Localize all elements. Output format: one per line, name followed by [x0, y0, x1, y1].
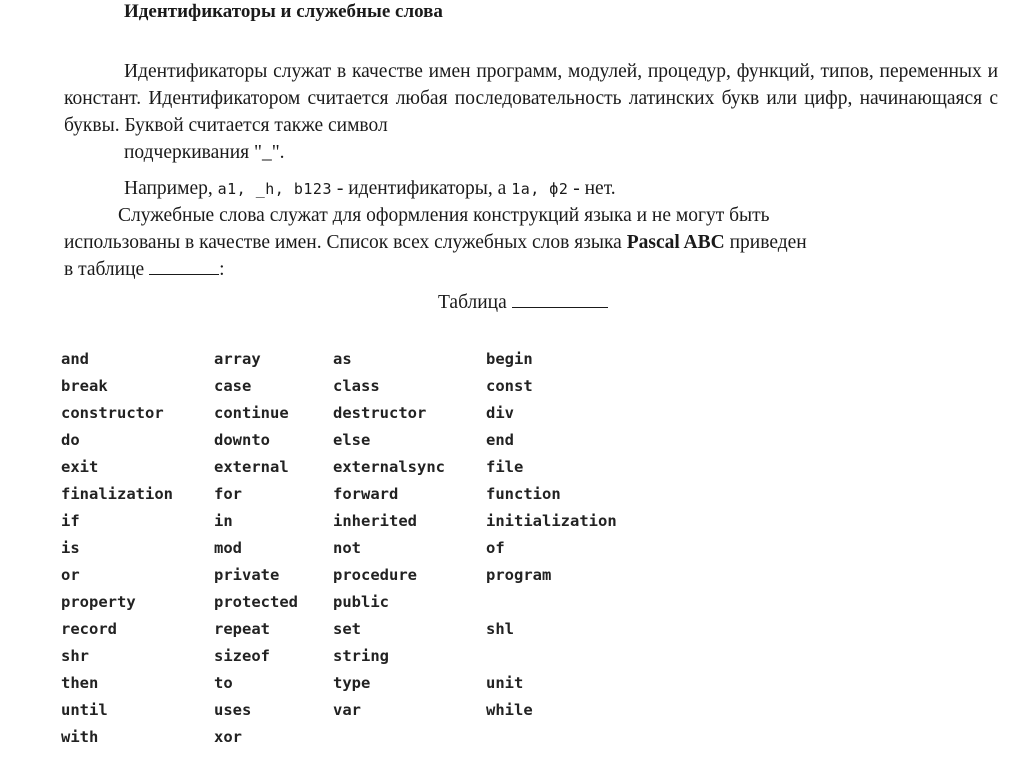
keyword-cell: shl [486, 619, 514, 638]
example-line [124, 175, 616, 203]
table-row [61, 453, 666, 480]
table-row [61, 507, 666, 534]
keyword-cell: case [214, 376, 252, 395]
keyword-cell: forward [333, 484, 399, 503]
paragraph-keywords-line-2-text: использованы в качестве имен. Список всех служебных слов языка [64, 232, 622, 253]
keyword-cell: is [61, 538, 80, 557]
keyword-cell: div [486, 403, 514, 422]
keyword-cell: constructor [61, 403, 164, 422]
table-row [61, 480, 666, 507]
keyword-cell: class [333, 376, 380, 395]
keyword-cell: var [333, 700, 361, 719]
keyword-cell: externalsync [333, 457, 445, 476]
keyword-cell: as [333, 349, 352, 368]
keyword-cell: do [61, 430, 80, 449]
keyword-cell: finalization [61, 484, 173, 503]
keyword-cell: initialization [486, 511, 617, 530]
paragraph-identifiers-last-line: подчеркивания "_". [124, 142, 285, 163]
keyword-cell: const [486, 376, 533, 395]
keyword-cell: procedure [333, 565, 417, 584]
keyword-cell: external [214, 457, 289, 476]
keyword-cell: and [61, 349, 89, 368]
keyword-cell: property [61, 592, 136, 611]
keyword-cell: unit [486, 673, 524, 692]
paragraph-keywords-colon: : [219, 259, 225, 280]
paragraph-keywords-line-1: Служебные слова служат для оформления конструкций языка и не могут быть [118, 205, 770, 226]
example-middle: - идентификаторы, а [336, 178, 507, 199]
table-row [61, 399, 666, 426]
table-row [61, 723, 666, 750]
paragraph-identifiers-text: Идентификаторы служат в качестве имен программ, модулей, процедур, функций, типов, переменных и констант. Идентификатором считается любая последовательность латинских букв или цифр, начинающаяся с буквы. Буквой считается также символ [64, 61, 998, 136]
example-invalid-identifiers: 1a, ф2 [511, 180, 569, 198]
section-heading: Идентификаторы и служебные слова [124, 1, 443, 22]
table-row [61, 426, 666, 453]
table-row [61, 372, 666, 399]
keyword-cell [486, 723, 666, 750]
table-row [61, 345, 666, 372]
paragraph-keywords-line-3 [64, 256, 984, 283]
table-row [61, 642, 666, 669]
keyword-cell: uses [214, 700, 252, 719]
keyword-cell: of [486, 538, 505, 557]
paragraph-keywords-line-2-end: приведен [729, 232, 807, 253]
keyword-cell: exit [61, 457, 99, 476]
paragraph-keywords [64, 202, 984, 283]
keyword-cell: until [61, 700, 108, 719]
table-row [61, 534, 666, 561]
table-caption [438, 289, 608, 316]
keyword-cell: protected [214, 592, 298, 611]
paragraph-keywords-line-3-text: в таблице [64, 259, 145, 280]
keyword-cell [486, 588, 666, 615]
keyword-cell: to [214, 673, 233, 692]
keyword-cell: array [214, 349, 261, 368]
keyword-cell [333, 723, 486, 750]
keyword-cell: end [486, 430, 514, 449]
table-row [61, 669, 666, 696]
keyword-cell: not [333, 538, 361, 557]
keyword-cell: for [214, 484, 242, 503]
keyword-cell: then [61, 673, 99, 692]
keyword-cell: repeat [214, 619, 270, 638]
keyword-cell: continue [214, 403, 289, 422]
keyword-cell: private [214, 565, 280, 584]
keyword-cell: downto [214, 430, 270, 449]
keyword-cell: program [486, 565, 552, 584]
table-row [61, 561, 666, 588]
table-caption-blank [512, 289, 608, 308]
keyword-cell: record [61, 619, 117, 638]
keyword-cell: or [61, 565, 80, 584]
keyword-cell: type [333, 673, 371, 692]
keyword-cell: if [61, 511, 80, 530]
table-number-blank [149, 256, 219, 275]
keyword-cell: file [486, 457, 524, 476]
keywords-table-body [61, 345, 666, 750]
keyword-cell: inherited [333, 511, 417, 530]
keyword-cell: sizeof [214, 646, 270, 665]
table-row [61, 588, 666, 615]
paragraph-identifiers [64, 58, 998, 166]
keyword-cell: set [333, 619, 361, 638]
keyword-cell: break [61, 376, 108, 395]
table-caption-label: Таблица [438, 292, 507, 313]
keyword-cell [486, 642, 666, 669]
keyword-cell: string [333, 646, 389, 665]
keyword-cell: with [61, 727, 99, 746]
pascal-abc-label: Pascal ABC [626, 232, 725, 253]
example-suffix: - нет. [573, 178, 616, 199]
keyword-cell: while [486, 700, 533, 719]
example-prefix: Например, [124, 178, 213, 199]
keywords-table [61, 345, 666, 750]
keyword-cell: public [333, 592, 389, 611]
example-valid-identifiers: a1, _h, b123 [217, 180, 332, 198]
keyword-cell: in [214, 511, 233, 530]
keyword-cell: shr [61, 646, 89, 665]
keyword-cell: destructor [333, 403, 427, 422]
paragraph-keywords-line-2 [64, 229, 984, 256]
keyword-cell: begin [486, 349, 533, 368]
keyword-cell: else [333, 430, 371, 449]
table-row [61, 696, 666, 723]
keyword-cell: function [486, 484, 561, 503]
table-row [61, 615, 666, 642]
keyword-cell: xor [214, 727, 242, 746]
keyword-cell: mod [214, 538, 242, 557]
